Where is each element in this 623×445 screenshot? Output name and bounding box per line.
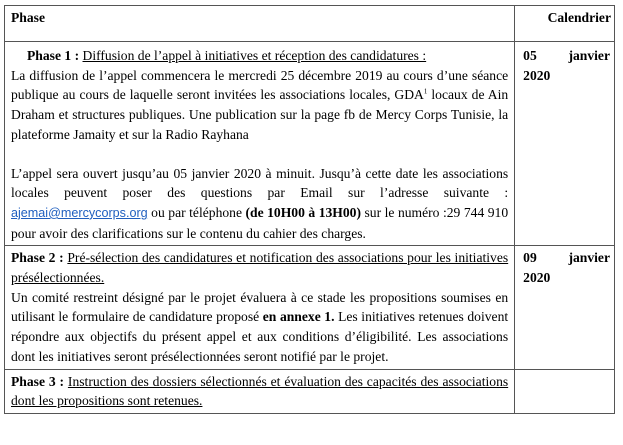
phase-2-label: Phase 2 : bbox=[11, 250, 64, 266]
phase-2-text-a: Un comité restreint désigné par le projet évaluera à ce stade les propositions soumises en utilisant le formulaire de candidature proposé bbox=[11, 289, 509, 325]
phase-1-text-e: sur le numéro :29 744 910 pour avoir des clarifications sur le contenu du cahier des charges. bbox=[11, 204, 509, 241]
date-year: 2020 bbox=[523, 270, 551, 286]
table-row-phase-1 bbox=[5, 42, 615, 246]
phase-3-date bbox=[515, 369, 615, 413]
phase-1-text-a: La diffusion de l’appel commencera le mercredi 25 décembre 2019 au cours d’une séance publique au cours de laquelle seront invitées les associations locales, GDA bbox=[11, 67, 509, 103]
footnote-ref[interactable]: 1 bbox=[423, 87, 428, 96]
phase-1-heading bbox=[27, 46, 508, 66]
phase-1-title: Diffusion de l’appel à initiatives et réception des candidatures : bbox=[82, 48, 427, 63]
phase-1-text-b: locaux de Ain Draham et structures publiques. Une publication sur la page fb de Mercy Corps Tunisie, la plateforme Jamaity et sur la Radio Rayhana bbox=[11, 87, 509, 142]
header-row bbox=[5, 6, 615, 42]
phase-3-label: Phase 3 : bbox=[11, 373, 65, 389]
date-day: 09 bbox=[523, 250, 537, 266]
phases-table bbox=[4, 5, 615, 414]
date-day: 05 bbox=[523, 48, 537, 63]
phase-1-text-d: ou par téléphone bbox=[147, 204, 246, 220]
phase-2-date bbox=[515, 246, 615, 369]
date-month: janvier bbox=[568, 250, 610, 266]
phase-3-description bbox=[5, 369, 515, 413]
date-year: 2020 bbox=[523, 67, 551, 83]
phase-3-title: Instruction des dossiers sélectionnés et évaluation des capacités des associations dont les propositions sont retenues. bbox=[11, 373, 509, 409]
table-row-phase-2 bbox=[5, 246, 615, 369]
phase-1-description bbox=[5, 42, 515, 246]
annex-reference: en annexe 1. bbox=[262, 309, 335, 325]
header-calendar: Calendrier bbox=[515, 6, 615, 42]
header-phase: Phase bbox=[5, 6, 515, 42]
date-month: janvier bbox=[568, 48, 610, 63]
spacer bbox=[27, 145, 508, 164]
phase-2-text-b: Les initiatives retenues doivent répondre aux objectifs du présent appel et aux conditions d’éligibilité. Les associations dont les initiatives seront présélectionnées seront notifié par le projet. bbox=[11, 309, 509, 364]
phase-1-text-c: L’appel sera ouvert jusqu’au 05 janvier 2020 à minuit. Jusqu’à cette date les associations locales peuvent poser des questions par Email sur l’adresse suivante : bbox=[11, 165, 509, 201]
phase-2-heading bbox=[11, 248, 508, 287]
email-link[interactable]: ajemai@mercycorps.org bbox=[11, 205, 148, 220]
phase-1-label: Phase 1 : bbox=[27, 48, 80, 63]
phase-1-paragraph-1 bbox=[11, 66, 508, 145]
phase-2-paragraph bbox=[11, 288, 508, 367]
phase-3-heading bbox=[11, 372, 508, 411]
phase-1-date bbox=[515, 42, 615, 246]
phase-1-paragraph-2 bbox=[11, 164, 508, 244]
phase-2-description bbox=[5, 246, 515, 369]
table-row-phase-3 bbox=[5, 369, 615, 413]
phase-2-title: Pré-sélection des candidatures et notification des associations pour les initiatives présélectionnées. bbox=[11, 250, 509, 286]
phone-hours: (de 10H00 à 13H00) bbox=[245, 204, 361, 220]
